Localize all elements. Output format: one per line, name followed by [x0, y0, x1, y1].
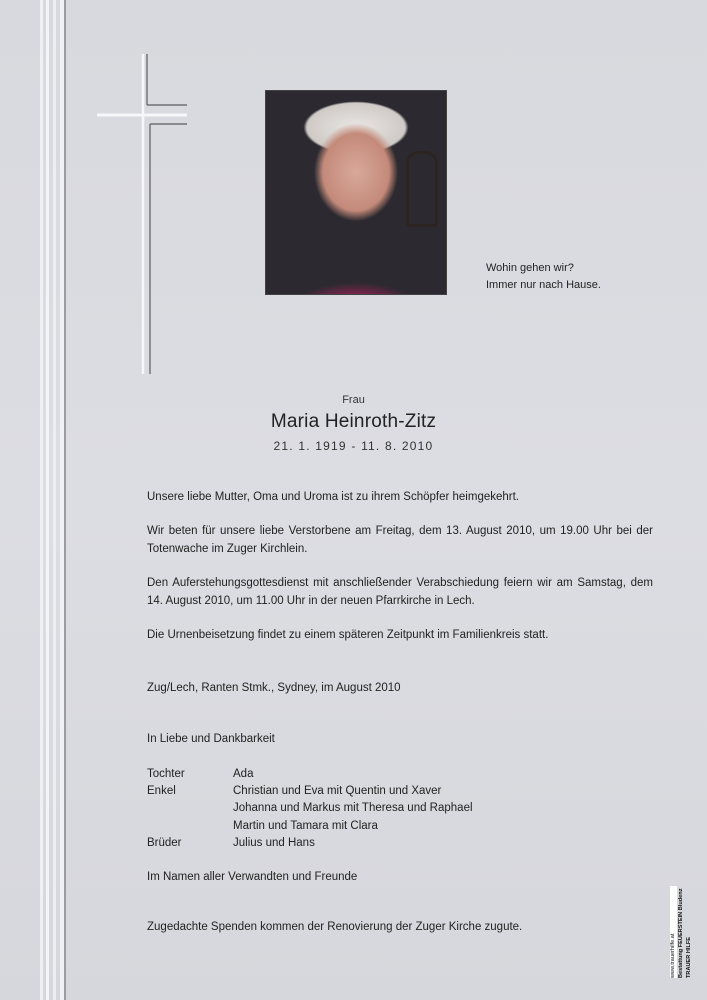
logo-website: www.trauerhilfe.at	[670, 886, 677, 978]
undertaker-logo	[665, 886, 693, 978]
door-ornament	[406, 151, 438, 227]
decorative-stripe	[53, 0, 56, 1000]
family-names: Martin und Tamara mit Clara	[233, 819, 378, 832]
name-prefix: Frau	[342, 394, 365, 406]
family-names: Ada	[233, 768, 254, 780]
family-relation: Tochter	[147, 768, 185, 780]
decorative-stripe	[40, 0, 43, 1000]
family-relation	[147, 818, 233, 835]
family-row	[147, 818, 473, 835]
family-relation	[147, 800, 233, 817]
decorative-stripe	[64, 0, 66, 1000]
donation-text: Zugedachte Spenden kommen der Renovierung der Zuger Kirche zugute.	[147, 921, 523, 933]
logo-company: Bestattung FEUERSTEIN Bludenz	[678, 888, 684, 978]
place-date: Zug/Lech, Ranten Stmk., Sydney, im August 2010	[147, 682, 401, 694]
life-dates: 21. 1. 1919 - 11. 8. 2010	[273, 439, 434, 453]
logo-title: TRAUER HILFE	[686, 936, 692, 978]
family-row	[147, 835, 473, 852]
announcement-text: Unsere liebe Mutter, Oma und Uroma ist zu ihrem Schöpfer heimgekehrt.	[147, 491, 519, 503]
quote-line: Wohin gehen wir?	[486, 262, 574, 274]
cross-icon	[95, 52, 190, 377]
service-text: Den Auferstehungsgottesdienst mit anschließender Verabschiedung feiern wir am Samstag, dem 14. August 2010, um 11.00 Uhr in der neuen Pfarrkirche in Lech.	[147, 577, 653, 607]
family-relation: Brüder	[147, 836, 182, 849]
quote	[486, 260, 601, 294]
deceased-name: Maria Heinroth-Zitz	[270, 411, 437, 432]
family-row	[147, 783, 473, 800]
family-row	[147, 766, 473, 783]
portrait-photo	[265, 90, 447, 295]
family-relation: Enkel	[147, 785, 176, 798]
quote-line: Immer nur nach Hause.	[486, 279, 601, 291]
family-names: Christian und Eva mit Quentin und Xaver	[233, 785, 442, 798]
burial-text: Die Urnenbeisetzung findet zu einem späteren Zeitpunkt im Familienkreis statt.	[147, 629, 549, 641]
signoff: In Liebe und Dankbarkeit	[147, 733, 275, 745]
wake-text: Wir beten für unsere liebe Verstorbene am Freitag, dem 13. August 2010, um 19.00 Uhr bei der Totenwache im Zuger Kirchlein.	[147, 525, 653, 555]
family-row	[147, 800, 473, 817]
decorative-stripe	[46, 0, 49, 1000]
family-names: Julius und Hans	[233, 836, 315, 849]
family-names: Johanna und Markus mit Theresa und Raphael	[233, 802, 473, 815]
closing-text: Im Namen aller Verwandten und Freunde	[147, 871, 358, 883]
family-list	[147, 766, 473, 852]
